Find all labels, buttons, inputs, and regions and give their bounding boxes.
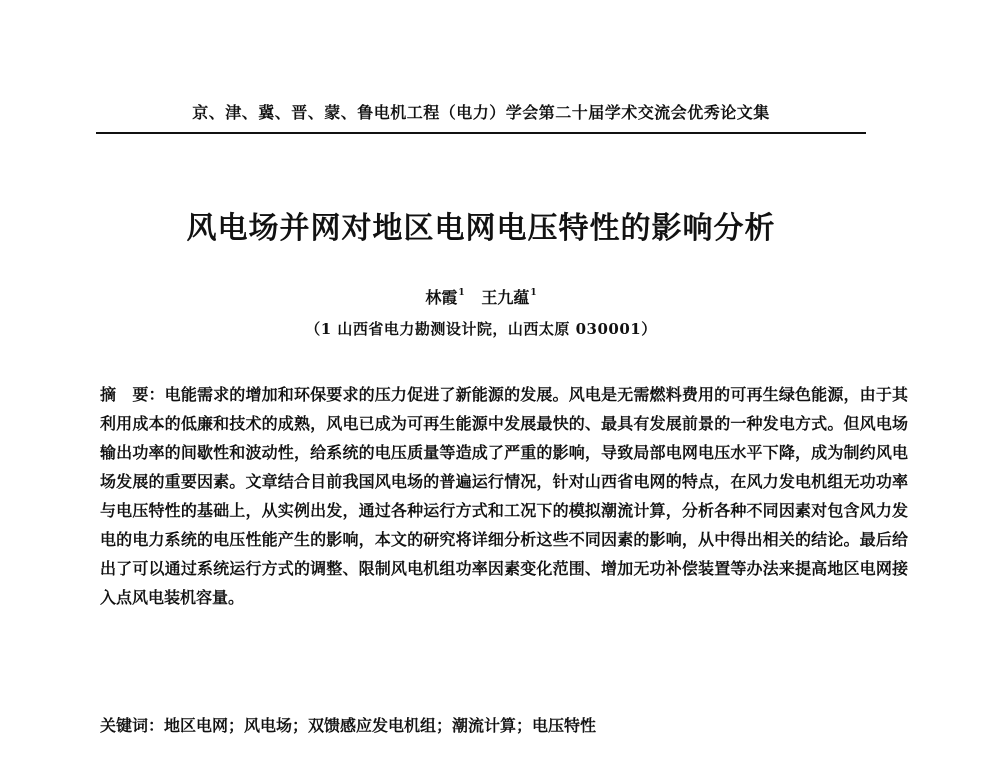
abstract-label: 摘 要： [100, 385, 165, 404]
author-affiliation-mark: 1 [530, 288, 537, 298]
author-affiliation-mark: 1 [458, 288, 465, 298]
author-list [96, 285, 866, 308]
header-rule [96, 132, 866, 134]
paper-title: 风电场并网对地区电网电压特性的影响分析 [186, 211, 776, 246]
abstract-text: 电能需求的增加和环保要求的压力促进了新能源的发展。风电是无需燃料费用的可再生绿色能源，由于其利用成本的低廉和技术的成熟，风电已成为可再生能源中发展最快的、最具有发展前景的一种发电方式。但风电场输出功率的间歇性和波动性，给系统的电压质量等造成了严重的影响，导致局部电网电压水平下降，成为制约风电场发展的重要因素。文章结合目前我国风电场的普遍运行情况，针对山西省电网的特点，在风力发电机组无功功率与电压特性的基础上，从实例出发，通过各种运行方式和工况下的模拟潮流计算，分析各种不同因素对包含风力发电的电力系统的电压性能产生的影响，本文的研究将详细分析这些不同因素的影响，从中得出相关的结论。最后给出了可以通过系统运行方式的调整、限制风电机组功率因素变化范围、增加无功补偿装置等办法来提高地区电网接入点风电装机容量。 [100, 385, 908, 607]
keywords-label: 关键词： [100, 716, 165, 735]
author-name: 王九蕴 [481, 288, 530, 307]
author-name: 林霞 [425, 288, 458, 307]
running-header: 京、津、冀、晋、蒙、鲁电机工程（电力）学会第二十届学术交流会优秀论文集 [192, 103, 770, 122]
abstract [100, 380, 908, 612]
keywords [100, 713, 908, 736]
keywords-text: 地区电网；风电场；双馈感应发电机组；潮流计算；电压特性 [164, 716, 597, 735]
affiliation: （1 山西省电力勘测设计院，山西太原 030001） [305, 320, 657, 338]
